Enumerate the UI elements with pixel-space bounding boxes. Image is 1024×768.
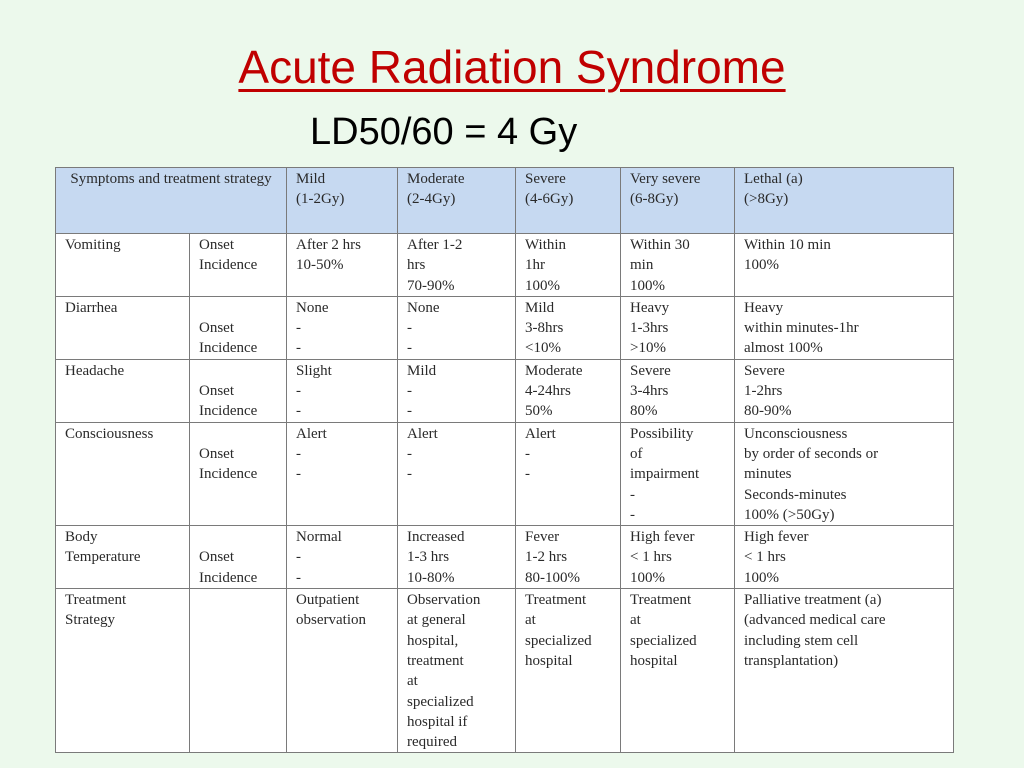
very-severe-cell: Treatment at specialized hospital <box>621 589 735 753</box>
severe-cell: Fever 1-2 hrs 80-100% <box>516 526 621 589</box>
table-header-row <box>56 168 954 234</box>
mild-cell: Slight - - <box>287 359 398 422</box>
very-severe-cell: Possibility of impairment - - <box>621 422 735 525</box>
table-row <box>56 422 954 525</box>
header-symptoms-strategy: Symptoms and treatment strategy <box>56 168 287 234</box>
very-severe-cell: Severe 3-4hrs 80% <box>621 359 735 422</box>
mild-cell: Outpatient observation <box>287 589 398 753</box>
mild-cell: Alert - - <box>287 422 398 525</box>
mild-cell: Normal - - <box>287 526 398 589</box>
table-row <box>56 359 954 422</box>
severe-cell: Mild 3-8hrs <10% <box>516 296 621 359</box>
severe-cell: Treatment at specialized hospital <box>516 589 621 753</box>
very-severe-cell: Heavy 1-3hrs >10% <box>621 296 735 359</box>
params-cell: Onset Incidence <box>190 422 287 525</box>
lethal-cell: Severe 1-2hrs 80-90% <box>735 359 954 422</box>
moderate-cell: None - - <box>398 296 516 359</box>
moderate-cell: Mild - - <box>398 359 516 422</box>
mild-cell: After 2 hrs 10-50% <box>287 234 398 297</box>
table-row <box>56 526 954 589</box>
table-row <box>56 296 954 359</box>
header-mild: Mild (1-2Gy) <box>287 168 398 234</box>
severe-cell: Within 1hr 100% <box>516 234 621 297</box>
very-severe-cell: Within 30 min 100% <box>621 234 735 297</box>
severe-cell: Moderate 4-24hrs 50% <box>516 359 621 422</box>
lethal-cell: Heavy within minutes-1hr almost 100% <box>735 296 954 359</box>
moderate-cell: After 1-2 hrs 70-90% <box>398 234 516 297</box>
severe-cell: Alert - - <box>516 422 621 525</box>
symptom-cell: Vomiting <box>56 234 190 297</box>
lethal-cell: Palliative treatment (a) (advanced medical care including stem cell transplantation) <box>735 589 954 753</box>
header-very-severe: Very severe (6-8Gy) <box>621 168 735 234</box>
symptom-cell: Treatment Strategy <box>56 589 190 753</box>
params-cell: Onset Incidence <box>190 359 287 422</box>
lethal-cell: High fever < 1 hrs 100% <box>735 526 954 589</box>
symptom-cell: Consciousness <box>56 422 190 525</box>
mild-cell: None - - <box>287 296 398 359</box>
slide-subtitle: LD50/60 = 4 Gy <box>310 111 578 153</box>
table-row <box>56 234 954 297</box>
lethal-cell: Within 10 min 100% <box>735 234 954 297</box>
moderate-cell: Alert - - <box>398 422 516 525</box>
very-severe-cell: High fever < 1 hrs 100% <box>621 526 735 589</box>
symptom-cell: Body Temperature <box>56 526 190 589</box>
header-moderate: Moderate (2-4Gy) <box>398 168 516 234</box>
lethal-cell: Unconsciousness by order of seconds or minutes Seconds-minutes 100% (>50Gy) <box>735 422 954 525</box>
symptom-cell: Diarrhea <box>56 296 190 359</box>
symptoms-table <box>55 167 954 753</box>
params-cell: Onset Incidence <box>190 526 287 589</box>
params-cell: Onset Incidence <box>190 296 287 359</box>
header-severe: Severe (4-6Gy) <box>516 168 621 234</box>
slide-title: Acute Radiation Syndrome <box>238 41 786 93</box>
header-lethal: Lethal (a) (>8Gy) <box>735 168 954 234</box>
table-row <box>56 589 954 753</box>
params-cell: Onset Incidence <box>190 234 287 297</box>
moderate-cell: Increased 1-3 hrs 10-80% <box>398 526 516 589</box>
params-cell <box>190 589 287 753</box>
moderate-cell: Observation at general hospital, treatment at specialized hospital if required <box>398 589 516 753</box>
symptom-cell: Headache <box>56 359 190 422</box>
